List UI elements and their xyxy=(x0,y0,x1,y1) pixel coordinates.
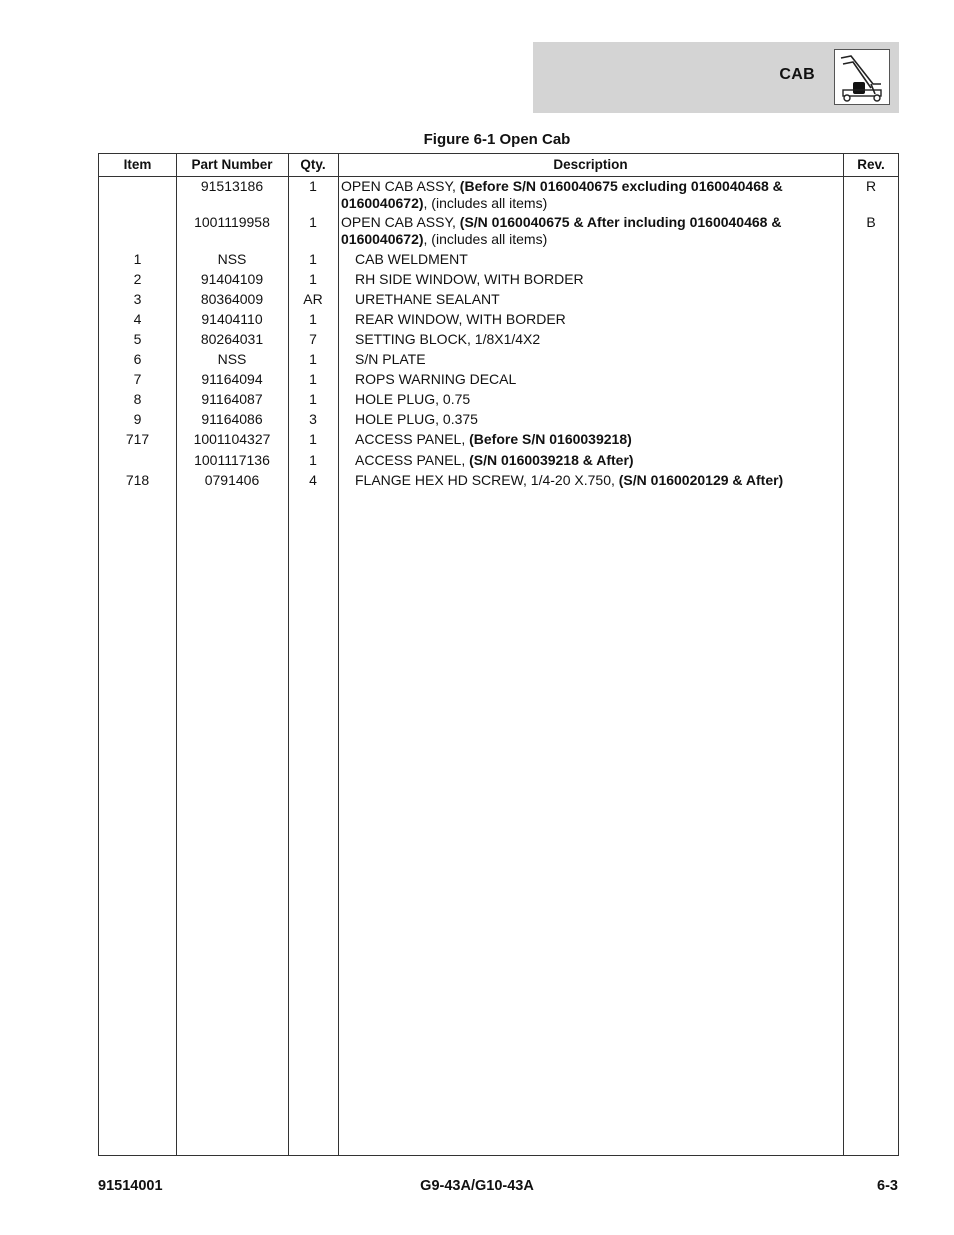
table-row: 3 80364009 AR URETHANE SEALANT xyxy=(133,291,500,307)
column-header-part-number: Part Number xyxy=(191,157,273,172)
parts-table xyxy=(98,153,899,1156)
footer-model: G9-43A/G10-43A xyxy=(420,1178,534,1194)
figure-title: Figure 6-1 Open Cab xyxy=(423,131,571,148)
table-row: 7 91164094 1 ROPS WARNING DECAL xyxy=(133,371,517,387)
column-header-qty: Qty. xyxy=(300,157,326,172)
cab-machine-icon xyxy=(834,49,890,105)
table-row: 91513186 1 OPEN CAB ASSY, (Before S/N 0160040675 excluding 0160040468 & 0160040672), (includes all items) R xyxy=(200,178,877,211)
footer-page-number: 6-3 xyxy=(877,1178,898,1194)
footer-doc-number: 91514001 xyxy=(98,1178,163,1194)
table-row: 9 91164086 3 HOLE PLUG, 0.375 xyxy=(133,411,478,427)
table-row: 5 80264031 7 SETTING BLOCK, 1/8X1/4X2 xyxy=(133,331,541,347)
table-row: 1001119958 1 OPEN CAB ASSY, (S/N 0160040675 & After including 0160040468 & 0160040672), (includes all items) B xyxy=(194,214,876,247)
table-row: 1001117136 1 ACCESS PANEL, (S/N 0160039218 & After) xyxy=(194,452,634,468)
table-row: 8 91164087 1 HOLE PLUG, 0.75 xyxy=(133,391,471,407)
description-cell: OPEN CAB ASSY, (Before S/N 0160040675 excluding 0160040468 & 0160040672), (includes all items) xyxy=(341,178,783,211)
table-row: 1 NSS 1 CAB WELDMENT xyxy=(133,251,468,267)
section-title: CAB xyxy=(779,66,815,83)
description-cell: OPEN CAB ASSY, (S/N 0160040675 & After including 0160040468 & 0160040672), (includes all items) xyxy=(341,214,782,247)
table-row: 4 91404110 1 REAR WINDOW, WITH BORDER xyxy=(133,311,566,327)
column-header-description: Description xyxy=(553,157,628,172)
table-row: 717 1001104327 1 ACCESS PANEL, (Before S/N 0160039218) xyxy=(125,431,632,447)
section-header xyxy=(533,42,899,113)
table-body xyxy=(99,177,898,492)
column-header-item: Item xyxy=(123,157,152,172)
table-row: 2 91404109 1 RH SIDE WINDOW, WITH BORDER xyxy=(133,271,584,287)
table-row: 6 NSS 1 S/N PLATE xyxy=(133,351,426,367)
column-header-rev: Rev. xyxy=(857,157,885,172)
table-row: 718 0791406 4 FLANGE HEX HD SCREW, 1/4-20 X.750, (S/N 0160020129 & After) xyxy=(125,472,784,488)
